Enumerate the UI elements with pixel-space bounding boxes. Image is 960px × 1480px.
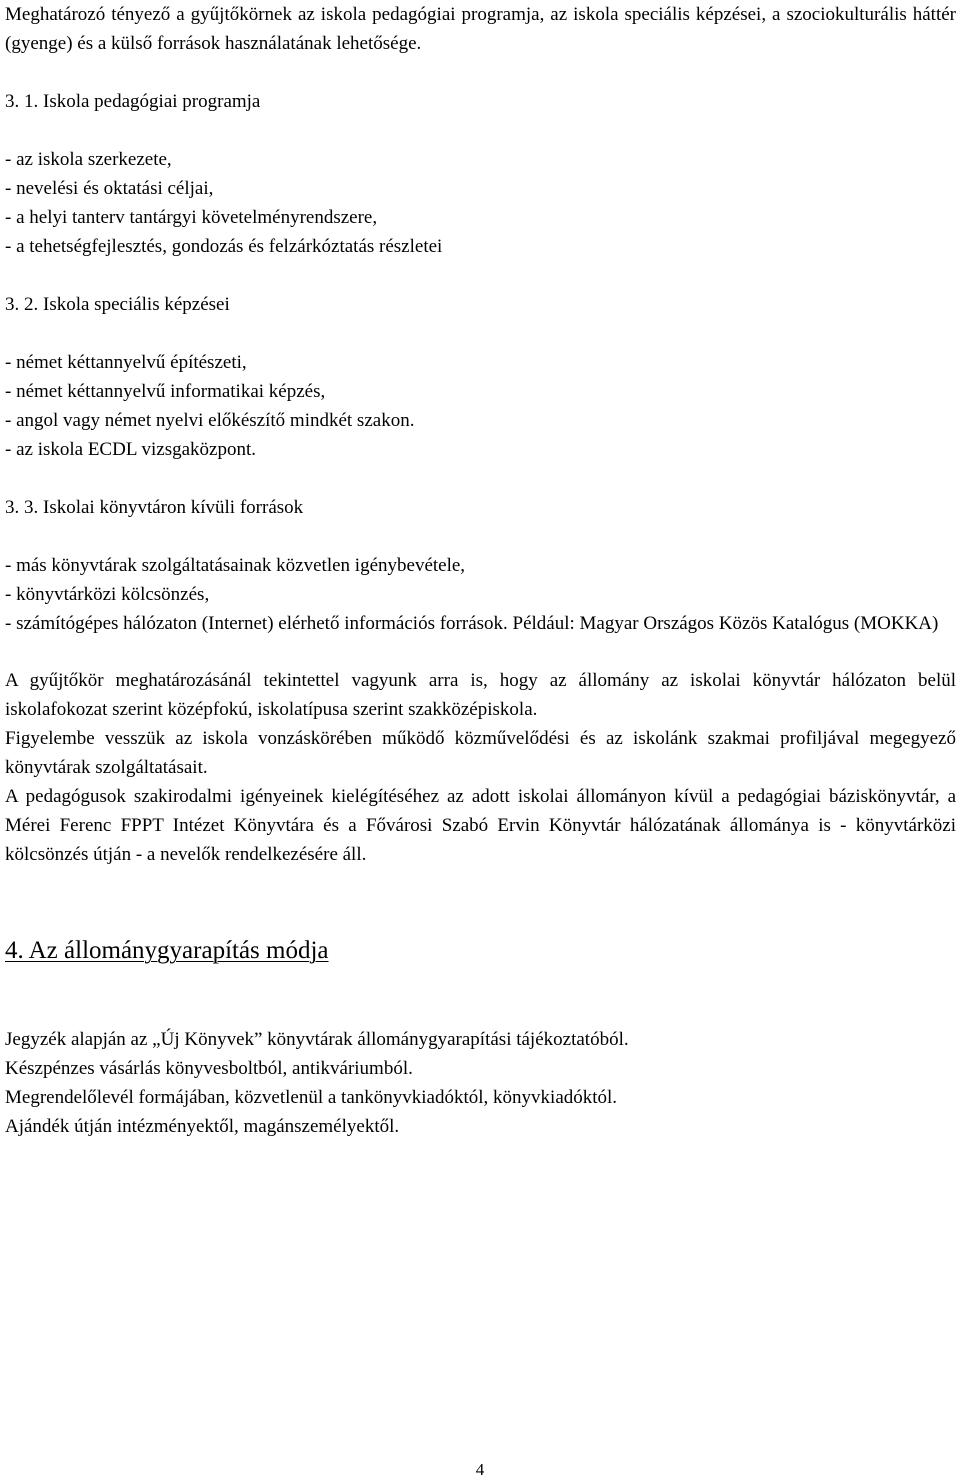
list-item: Jegyzék alapján az „Új Könyvek” könyvtárak állománygyarapítási tájékoztatóból. <box>5 1029 629 1050</box>
list-item: - nevelési és oktatási céljai, <box>5 178 214 199</box>
list-item: - német kéttannyelvű informatikai képzés, <box>5 381 326 402</box>
list-item: Ajándék útján intézményektől, magánszemélyektől. <box>5 1116 400 1137</box>
chapter-4-title: 4. Az állománygyarapítás módja <box>5 937 329 964</box>
list-item: Készpénzes vásárlás könyvesboltból, antikváriumból. <box>5 1058 413 1079</box>
section-3-3-heading: 3. 3. Iskolai könyvtáron kívüli források <box>5 497 304 518</box>
list-item: - az iskola szerkezete, <box>5 149 172 170</box>
intro-paragraph: Meghatározó tényező a gyűjtőkörnek az iskola pedagógiai programja, az iskola speciális képzései, a szociokulturális háttér (gyenge) és a külső források használatának lehetősége. <box>5 4 956 54</box>
list-item: - a tehetségfejlesztés, gondozás és felzárkóztatás részletei <box>5 236 443 257</box>
section-3-2-heading: 3. 2. Iskola speciális képzései <box>5 294 230 315</box>
body-paragraph: A pedagógusok szakirodalmi igényeinek kielégítéséhez az adott iskolai állományon kívül a pedagógiai báziskönyvtár, a Mérei Ferenc FPPT Intézet Könyvtára és a Fővárosi Szabó Ervin Könyvtár hálózatának állománya is - könyvtárközi kölcsönzés útján - a nevelők rendelkezésére áll. <box>5 786 956 865</box>
list-item: - számítógépes hálózaton (Internet) elérhető információs források. Például: Magyar Országos Közös Katalógus (MOKKA) <box>5 613 939 634</box>
list-item: - könyvtárközi kölcsönzés, <box>5 584 210 605</box>
body-paragraph: A gyűjtőkör meghatározásánál tekintettel vagyunk arra is, hogy az állomány az iskolai könyvtár hálózaton belül iskolafokozat szerint középfokú, iskolatípusa szerint szakközépiskola. <box>5 670 956 720</box>
body-paragraph: Figyelembe vesszük az iskola vonzáskörében működő közművelődési és az iskolánk szakmai profiljával megegyező könyvtárak szolgáltatásait. <box>5 728 956 778</box>
page-number: 4 <box>475 1460 485 1479</box>
list-item: - a helyi tanterv tantárgyi követelményrendszere, <box>5 207 378 228</box>
list-item: - az iskola ECDL vizsgaközpont. <box>5 439 256 460</box>
list-item: - német kéttannyelvű építészeti, <box>5 352 247 373</box>
section-3-1-heading: 3. 1. Iskola pedagógiai programja <box>5 91 261 112</box>
list-item: - más könyvtárak szolgáltatásainak közvetlen igénybevétele, <box>5 555 466 576</box>
list-item: - angol vagy német nyelvi előkészítő mindkét szakon. <box>5 410 415 431</box>
document-page <box>5 0 956 1141</box>
list-item: Megrendelőlevél formájában, közvetlenül a tankönyvkiadóktól, könyvkiadóktól. <box>5 1087 618 1108</box>
